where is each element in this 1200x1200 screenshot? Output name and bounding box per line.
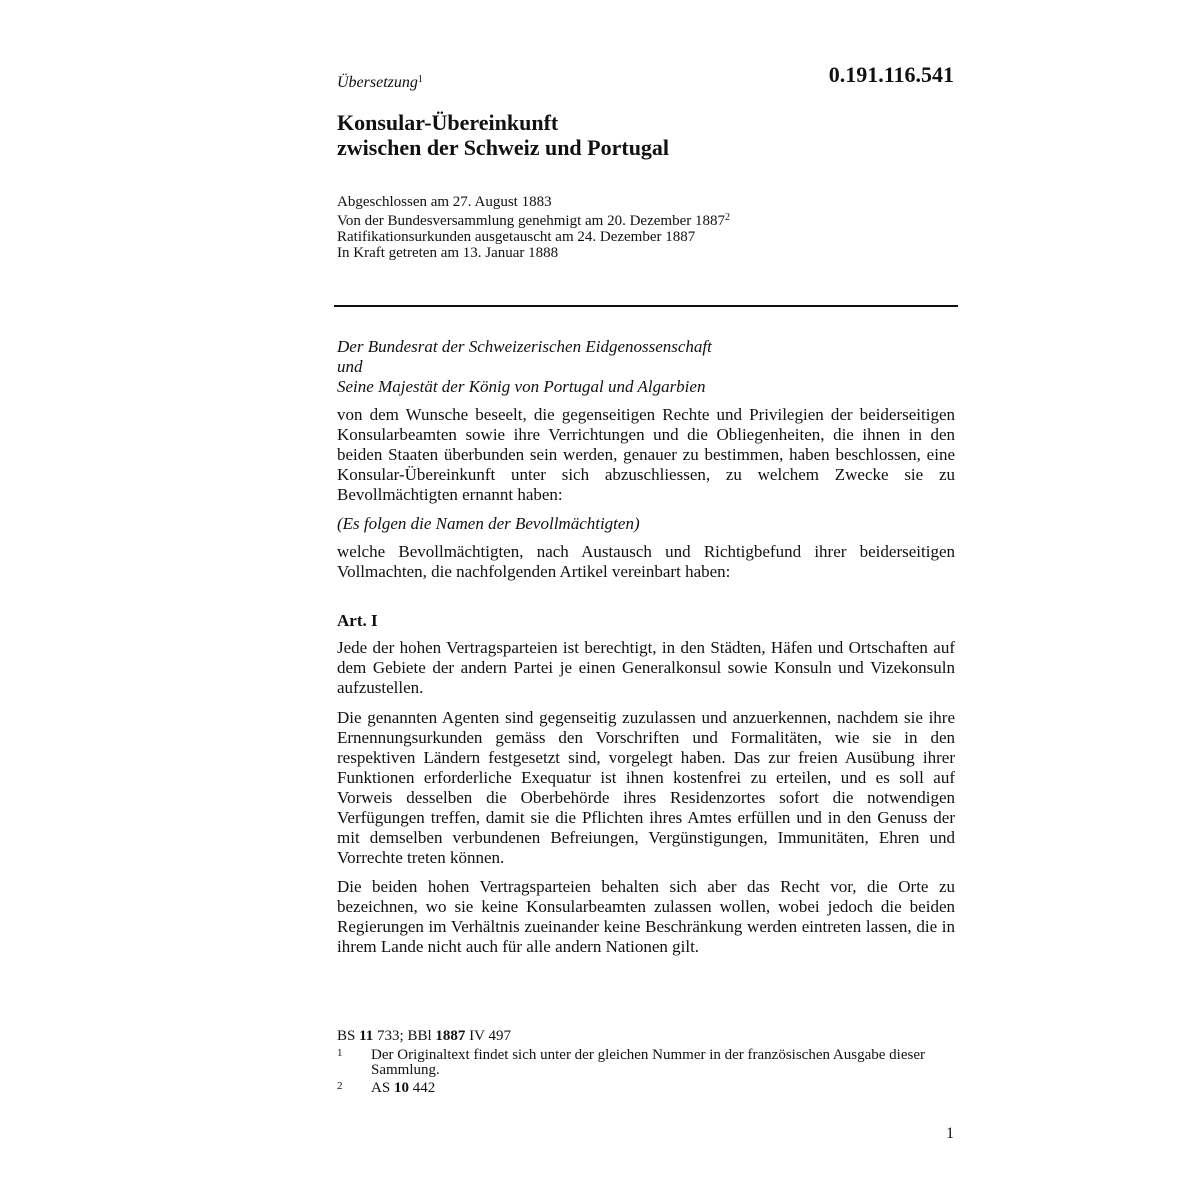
footnote-2-prefix: AS xyxy=(371,1080,394,1096)
translation-label xyxy=(337,74,423,92)
treaty-dates xyxy=(337,194,730,261)
sr-number: 0.191.116.541 xyxy=(828,62,954,87)
footnote-ref-1[interactable]: 1 xyxy=(417,74,423,85)
article-1-paragraph-2: Die genannten Agenten sind gegenseitig zuzulassen und anzuerkennen, nachdem sie ihre Ernennungsurkunden gemäss den Vorschriften und Formalitäten, wie sie in den respektiven Ländern festgesetzt sind, vorgelegt haben. Das zur freien Ausübung ihrer Funktionen erforderliche Exequatur ist ihnen kostenfrei zu erteilen, und es soll auf Vorweis desselben die Oberbehörde ihres Residenzortes sofort die notwendigen Verfügungen treffen, damit sie die Pflichten ihres Amtes erfüllen und in den Genuss der mit demselben verbundenen Befreiungen, Vergünstigungen, Immunitäten, Ehren und Vorrechte treten können. xyxy=(337,708,955,867)
source-bs-page: 733; BBl xyxy=(373,1028,436,1044)
preamble-parties xyxy=(337,337,955,397)
document-title xyxy=(337,110,669,160)
party-1: Der Bundesrat der Schweizerischen Eidgenossenschaft xyxy=(337,337,712,356)
source-bbl-year: 1887 xyxy=(435,1028,466,1044)
article-1-heading: Art. I xyxy=(337,611,378,630)
date-in-force: In Kraft getreten am 13. Januar 1888 xyxy=(337,245,559,261)
title-line-1: Konsular-Übereinkunft xyxy=(337,110,559,135)
title-line-2: zwischen der Schweiz und Portugal xyxy=(337,135,670,160)
footnote-2-number: 2 xyxy=(337,1080,343,1092)
footnote-2-volume: 10 xyxy=(393,1080,409,1096)
source-bs-volume: 11 xyxy=(359,1028,374,1044)
translation-label-text: Übersetzung xyxy=(337,74,418,91)
article-1-paragraph-3: Die beiden hohen Vertragsparteien behalten sich aber das Recht vor, die Orte zu bezeichnen, wo sie keine Konsularbeamten zulassen wollen, wobei jedoch die beiden Regierungen im Verhältnis zueinander keine Beschränkung werden eintreten lassen, die in ihrem Lande nicht auch für alle andern Nationen gilt. xyxy=(337,877,955,956)
source-references xyxy=(337,1028,511,1045)
date-concluded: Abgeschlossen am 27. August 1883 xyxy=(337,194,552,210)
plenipotentiaries-note: (Es folgen die Namen der Bevollmächtigten) xyxy=(337,514,640,533)
date-approved-text: Von der Bundesversammlung genehmigt am 20. Dezember 1887 xyxy=(337,213,725,229)
source-bs-prefix: BS xyxy=(337,1028,360,1044)
page-number: 1 xyxy=(946,1125,954,1142)
footnote-2-text xyxy=(371,1081,937,1096)
horizontal-rule xyxy=(334,305,958,307)
article-1-paragraph-1: Jede der hohen Vertragsparteien ist berechtigt, in den Städten, Häfen und Ortschaften auf dem Gebiete der andern Partei je einen Generalkonsul sowie Konsuln und Vizekonsuln aufzustellen. xyxy=(337,638,955,697)
preamble-purpose: von dem Wunsche beseelt, die gegenseitigen Rechte und Privilegien der beiderseitigen Konsularbeamten sowie ihre Verrichtungen und die Obliegenheiten, die ihnen in den beiden Staaten überbunden sein werden, genauer zu bestimmen, haben beschlossen, eine Konsular-Übereinkunft unter sich abzuschliessen, zu welchem Zwecke sie zu Bevollmächtigten ernannt haben: xyxy=(337,405,955,504)
footnote-1-number: 1 xyxy=(337,1047,343,1059)
preamble-agreement: welche Bevollmächtigten, nach Austausch und Richtigbefund ihrer beiderseitigen Vollmachten, die nachfolgenden Artikel vereinbart haben: xyxy=(337,542,955,581)
party-conjunction: und xyxy=(337,357,363,376)
date-approved xyxy=(337,210,730,229)
footnote-1-text: Der Originaltext findet sich unter der gleichen Nummer in der französischen Ausgabe dieser Sammlung. xyxy=(371,1047,925,1078)
footnote-2-page: 442 xyxy=(408,1080,436,1096)
source-bbl-ref: IV 497 xyxy=(465,1028,511,1044)
footnote-ref-2[interactable]: 2 xyxy=(724,212,730,223)
party-2: Seine Majestät der König von Portugal und Algarbien xyxy=(337,377,706,396)
date-ratified: Ratifikationsurkunden ausgetauscht am 24. Dezember 1887 xyxy=(337,229,696,245)
